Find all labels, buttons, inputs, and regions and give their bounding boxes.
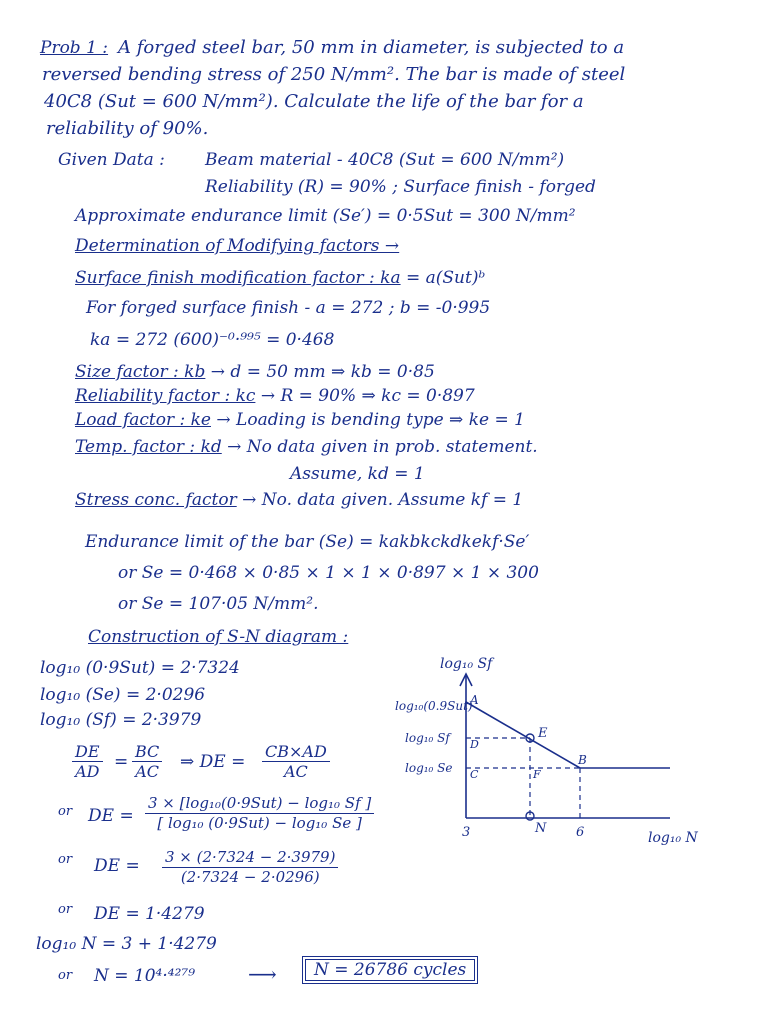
point-c-label: C [470, 768, 479, 781]
or-1: or [58, 804, 73, 819]
reliability-factor-label: Reliability factor : kc [75, 386, 256, 406]
problem-line-2: reversed bending stress of 250 N/mm². The bar is made of steel [42, 64, 626, 85]
y-axis-arrowhead [460, 674, 472, 686]
point-n [526, 812, 534, 820]
problem-line-1: A forged steel bar, 50 mm in diameter, is subjected to a [118, 37, 625, 58]
tick-3: 3 [462, 825, 471, 840]
surface-factor-formula: = a(Sut)ᵇ [405, 268, 486, 288]
problem-line-3: 40C8 (Sut = 600 N/mm²). Calculate the life of the bar for a [44, 91, 584, 112]
tick-6: 6 [576, 825, 585, 840]
ratio-arrow: ⇒ DE = [180, 752, 246, 772]
ratio-de-ad: $\frac{DE}{AD}$ [72, 742, 103, 781]
temp-factor-label: Temp. factor : kd [75, 437, 222, 457]
forged-line: For forged surface finish - a = 272 ; b = -0·995 [86, 298, 491, 318]
or-2: or [58, 852, 73, 867]
load-factor-label: Load factor : ke [75, 410, 211, 430]
sn-curve [466, 702, 580, 768]
or-3: or [58, 902, 73, 917]
given-line-2: Reliability (R) = 90% ; Surface finish - forged [205, 177, 596, 197]
stress-factor-value: → No. data given. Assume kf = 1 [242, 490, 524, 510]
load-factor-value: → Loading is bending type ⇒ ke = 1 [216, 410, 525, 430]
stress-factor-row [75, 490, 523, 510]
surface-factor-row [75, 268, 485, 288]
x-axis-label: log₁₀ N [648, 830, 698, 846]
given-line-1: Beam material - 40C8 (Sut = 600 N/mm²) [205, 150, 565, 170]
log-09sut: log₁₀ (0·9Sut) = 2·7324 [40, 658, 240, 678]
load-factor-row [75, 410, 525, 430]
temp-factor-row [75, 437, 538, 457]
result-arrow: ⟶ [248, 962, 277, 986]
point-b-label: B [578, 753, 587, 767]
temp-assume: Assume, kd = 1 [290, 464, 425, 484]
reliability-factor-value: → R = 90% ⇒ kc = 0·897 [260, 386, 475, 406]
se-line: Endurance limit of the bar (Se) = kakbkckdkekf·Se′ [85, 532, 530, 552]
point-a-label: A [470, 693, 479, 707]
se-result: or Se = 107·05 N/mm². [118, 594, 319, 614]
label-log-09sut: log₁₀(0.9Sut) [395, 699, 473, 713]
n-line: N = 10⁴·⁴²⁷⁹ [94, 966, 196, 986]
temp-factor-value: → No data given in prob. statement. [227, 437, 538, 457]
problem-line-4: reliability of 90%. [46, 118, 209, 139]
answer: N = 26786 cycles [305, 959, 475, 981]
ratio-cbad-ac: $\frac{CB\times AD}{AC}$ [262, 742, 330, 781]
de-fraction-2: $\frac{3 \times (2\cdot 7324 - 2\cdot 3979)}{(2\cdot 7324 - 2\cdot 0296)}$ [162, 848, 338, 887]
de-value: DE = 1·4279 [94, 904, 205, 924]
reliability-factor-row [75, 386, 475, 406]
sn-heading: Construction of S-N diagram : [88, 627, 349, 647]
point-d-label: D [470, 738, 479, 751]
y-axis-label: log₁₀ Sf [440, 656, 493, 672]
stress-factor-label: Stress conc. factor [75, 490, 237, 510]
se-calc: or Se = 0·468 × 0·85 × 1 × 1 × 0·897 × 1 × 300 [118, 563, 539, 583]
point-f-label: F [533, 768, 541, 781]
surface-factor-label: Surface finish modification factor : ka [75, 268, 401, 288]
point-e-label: E [538, 726, 548, 741]
de-label-2: DE = [94, 856, 140, 876]
de-label-1: DE = [88, 806, 134, 826]
log-se: log₁₀ (Se) = 2·0296 [40, 685, 206, 705]
log-sf: log₁₀ (Sf) = 2·3979 [40, 710, 202, 730]
logn-line: log₁₀ N = 3 + 1·4279 [36, 934, 217, 954]
answer-box [305, 960, 475, 980]
size-factor-row [75, 362, 435, 382]
problem-label: Prob 1 : [40, 38, 109, 58]
modifying-heading: Determination of Modifying factors → [75, 236, 400, 256]
tick-n: N [535, 821, 547, 836]
de-fraction-1: 3 × [log₁₀(0·9Sut) − log₁₀ Sf ] [ log₁₀ (0·9Sut) − log₁₀ Se ] [145, 794, 374, 833]
label-log-se: log₁₀ Se [405, 761, 453, 775]
given-label: Given Data : [58, 150, 165, 170]
ratio-bc-ac: $\frac{BC}{AC}$ [132, 742, 162, 781]
point-e [526, 734, 534, 742]
size-factor-value: → d = 50 mm ⇒ kb = 0·85 [210, 362, 435, 382]
label-log-sf: log₁₀ Sf [405, 731, 450, 745]
endurance-approx: Approximate endurance limit (Se′) = 0·5Sut = 300 N/mm² [75, 206, 576, 226]
equals-sign: = [114, 752, 129, 772]
size-factor-label: Size factor : kb [75, 362, 206, 382]
ka-line: ka = 272 (600)⁻⁰·⁹⁹⁵ = 0·468 [90, 330, 335, 350]
or-4: or [58, 968, 73, 983]
